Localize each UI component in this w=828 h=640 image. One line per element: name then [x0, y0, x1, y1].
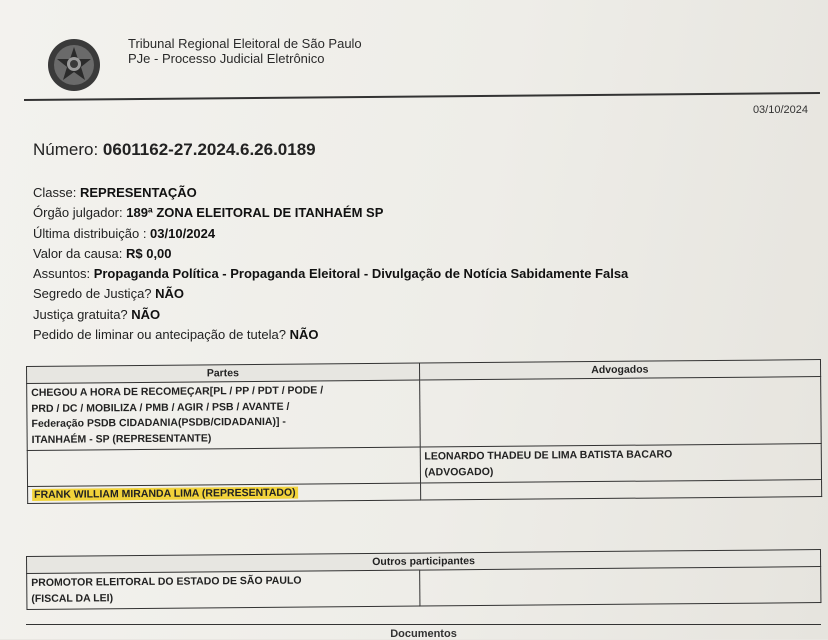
col-partes-header: Partes — [27, 363, 420, 383]
parte-line: Federação PSDB CIDADANIA(PSDB/CIDADANIA)] - — [31, 415, 286, 430]
field-label: Última distribuição : — [33, 225, 151, 241]
field-value: 03/10/2024 — [150, 225, 216, 241]
field-assuntos — [33, 264, 628, 284]
empty-cell — [419, 567, 821, 607]
field-label: Justiça gratuita? — [33, 306, 132, 322]
col-advogados-header: Advogados — [419, 360, 821, 381]
table-row — [27, 567, 821, 610]
field-label: Pedido de liminar ou antecipação de tutela? — [33, 327, 290, 343]
field-segredo — [33, 284, 628, 304]
outros-header: Outros participantes — [27, 550, 821, 574]
field-gratuita — [33, 305, 628, 325]
field-label: Classe: — [33, 185, 80, 200]
field-value: REPRESENTAÇÃO — [79, 185, 197, 200]
field-value: NÃO — [155, 286, 185, 302]
field-value: 189ª ZONA ELEITORAL DE ITANHAÉM SP — [126, 205, 384, 221]
field-label: Segredo de Justiça? — [33, 286, 156, 302]
process-number-label: Número: — [33, 140, 103, 159]
partes-table — [26, 359, 822, 504]
advogado-line: (ADVOGADO) — [424, 465, 494, 479]
field-liminar — [33, 325, 628, 345]
advogado-cell — [419, 377, 821, 448]
system-name: PJe - Processo Judicial Eletrônico — [128, 51, 325, 66]
field-value: NÃO — [131, 306, 161, 322]
document-date: 03/10/2024 — [752, 104, 808, 116]
process-fields — [33, 183, 628, 345]
court-name: Tribunal Regional Eleitoral de São Paulo — [128, 36, 362, 51]
parte-line: PRD / DC / MOBILIZA / PMB / AGIR / PSB / AVANTE / — [31, 400, 290, 415]
table-row — [27, 377, 822, 451]
field-label: Assuntos: — [33, 266, 94, 282]
advogado-line: LEONARDO THADEU DE LIMA BATISTA BACARO — [424, 448, 673, 463]
field-classe — [33, 183, 628, 203]
advogado-cell — [420, 480, 822, 501]
field-label: Valor da causa: — [33, 245, 126, 261]
advogado-cell — [420, 444, 822, 484]
process-number-value: 0601162-27.2024.6.26.0189 — [102, 140, 316, 159]
field-orgao — [33, 203, 628, 223]
parte-cell — [27, 447, 420, 486]
document-header — [128, 36, 362, 66]
process-number — [33, 140, 316, 160]
field-distribuicao — [33, 224, 628, 244]
header-divider — [24, 92, 820, 101]
participante-line: PROMOTOR ELEITORAL DO ESTADO DE SÃO PAULO — [31, 574, 302, 589]
field-valor — [33, 244, 628, 264]
documentos-header: Documentos — [26, 624, 821, 640]
field-label: Órgão julgador: — [33, 205, 127, 221]
field-value: Propaganda Política - Propaganda Eleitoral - Divulgação de Notícia Sabidamente Falsa — [93, 266, 629, 282]
outros-participantes-table — [26, 549, 821, 610]
parte-line: CHEGOU A HORA DE RECOMEÇAR[PL / PP / PDT / PODE / — [31, 384, 324, 399]
field-value: R$ 0,00 — [125, 245, 172, 261]
field-value: NÃO — [289, 327, 319, 343]
brasao-republica-icon — [46, 37, 102, 93]
parte-line: ITANHAÉM - SP (REPRESENTANTE) — [31, 431, 212, 446]
highlighted-parte: FRANK WILLIAM MIRANDA LIMA (REPRESENTADO) — [34, 486, 296, 501]
participante-cell — [27, 570, 420, 609]
participante-line: (FISCAL DA LEI) — [31, 591, 114, 605]
parte-cell — [27, 380, 420, 450]
parte-cell — [28, 483, 421, 503]
